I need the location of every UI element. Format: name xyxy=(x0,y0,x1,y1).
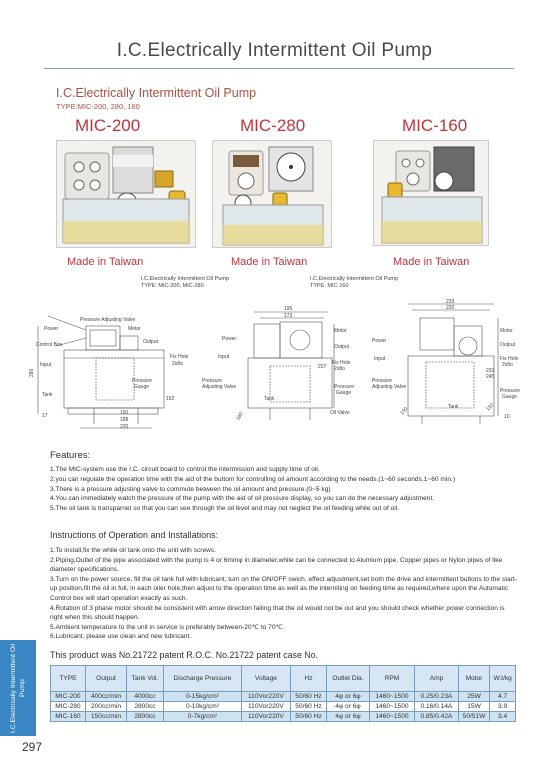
table-cell: 150cc/min xyxy=(85,712,126,722)
technical-drawing-mic-200 xyxy=(28,296,193,434)
label-pressure: Pressure xyxy=(202,378,223,384)
label-pressure: Pressure xyxy=(334,384,355,390)
list-item: 3.There is a pressure adjusting valve to commute between the oil amount and pressure.(0~5 kg) xyxy=(50,485,331,493)
label-power: Power xyxy=(222,336,237,342)
table-cell: 110Vor220V xyxy=(242,692,291,702)
spec-table xyxy=(50,665,516,722)
features-heading: Features: xyxy=(50,450,91,461)
caption-line: TYPE: MIC-200, MIC-280 xyxy=(141,283,204,289)
section-title: I.C.Electrically Intermittent Oil Pump xyxy=(56,86,257,100)
made-in-label-mic-280: Made in Taiwan xyxy=(231,256,308,268)
dim-245: 245 xyxy=(486,374,495,380)
dim-220: 220 xyxy=(446,305,455,311)
label-tank: Tank xyxy=(264,396,275,402)
dim-227: 227 xyxy=(318,364,327,370)
dim-150: 150 xyxy=(399,406,410,417)
dim-10: 10 xyxy=(504,414,510,420)
page-title: I.C.Electrically Intermittent Oil Pump xyxy=(116,40,433,61)
table-cell: 0.25/0.23A xyxy=(415,692,459,702)
label-gauge: Gauge xyxy=(336,390,352,396)
table-cell: 4φ or 6φ xyxy=(327,692,370,702)
label-adjusting-valve: Adjusting Valve xyxy=(202,384,237,390)
column-header: Hz xyxy=(290,666,326,692)
column-header: TYPE xyxy=(51,666,86,692)
model-name-mic-280: MIC-280 xyxy=(240,116,306,135)
dim-150: 150 xyxy=(120,410,129,416)
product-photo-mic-280 xyxy=(212,140,332,248)
label-pressure: Pressure xyxy=(132,378,153,384)
label-oil-valve: Oil Valve xyxy=(330,410,350,416)
page-number: 297 xyxy=(22,740,43,754)
label-output: Output xyxy=(334,344,350,350)
column-header: Voltage xyxy=(242,666,291,692)
column-header: Outlet Dia. xyxy=(327,666,370,692)
model-name-mic-160: MIC-160 xyxy=(402,116,468,135)
table-cell: 200cc/min xyxy=(85,702,126,712)
label-output: Output xyxy=(143,339,159,345)
column-header: Output xyxy=(85,666,126,692)
table-cell: 50/60 Hz xyxy=(290,702,326,712)
column-header: W.t/kg xyxy=(490,666,516,692)
column-header: Motor xyxy=(458,666,489,692)
label-power: Power xyxy=(44,326,59,332)
table-row xyxy=(51,702,516,712)
type-line: TYPE:MIC-200, 280, 160 xyxy=(56,102,140,111)
table-cell: MIC-160 xyxy=(51,712,86,722)
table-cell: MIC-280 xyxy=(51,702,86,712)
table-cell: 110Vor220V xyxy=(242,712,291,722)
table-cell: 4.7 xyxy=(490,692,516,702)
table-cell: MIC-200 xyxy=(51,692,86,702)
instructions-list xyxy=(50,546,518,642)
dim-173: 173 xyxy=(284,313,293,319)
list-item: 3.Turn on the power source, fill the oil tank full with lubricant, turn on the ON/OFF swich, effect adjustment,set both the drive and intermittent buttons to the start-up position,fill the oil in full, in each oiler hole,then adjust to the operation time as well as the interniting on feeding time as required,where upon the Automatic Control box will start operation exactly as such. xyxy=(50,575,517,602)
table-cell: 110Vor220V xyxy=(242,702,291,712)
label-fix-hole-size: 2x8o xyxy=(334,366,345,372)
label-fix-hole-size: 2x8o xyxy=(502,362,513,368)
label-motor: Motor xyxy=(334,328,347,334)
table-cell: 2800cc xyxy=(127,702,164,712)
label-fix-hole: Fix Hole xyxy=(170,354,189,360)
dim-110: 110 xyxy=(485,402,496,413)
table-header-row xyxy=(51,666,516,692)
pump-illustration-mic-280 xyxy=(213,141,332,248)
table-cell: 1460~1500 xyxy=(369,702,414,712)
list-item: 4.You can immediately watch the pressure of the pump with the aid of oil pressure display, so you can do the necessary adjustment. xyxy=(50,495,435,503)
label-pressure: Pressure xyxy=(372,378,393,384)
table-cell: 3.9 xyxy=(490,702,516,712)
pump-illustration-mic-200 xyxy=(57,141,196,248)
table-cell: 400cc/min xyxy=(85,692,126,702)
table-cell: 1460~1500 xyxy=(369,712,414,722)
label-output: Output xyxy=(500,342,516,348)
label-control-box: Control Box xyxy=(36,342,63,348)
table-cell: 50/60 Hz xyxy=(290,712,326,722)
side-tab xyxy=(0,640,36,736)
pump-illustration-mic-160 xyxy=(374,141,489,246)
dim-220: 220 xyxy=(120,424,129,430)
caption-line: TYPE: MIC-160 xyxy=(310,283,349,289)
caption-line: I.C.Electrically Intermittent Oil Pump xyxy=(310,276,399,282)
label-power: Power xyxy=(372,338,387,344)
label-input: Input xyxy=(218,354,230,360)
label-tank: Tank xyxy=(448,404,459,410)
label-pressure: Pressure xyxy=(500,388,521,394)
dim-280: 280 xyxy=(29,368,35,377)
technical-drawing-mic-280 xyxy=(200,296,360,434)
column-header: Amp xyxy=(415,666,459,692)
list-item: 4.Rotation of 3 phase motor should be consistent with arrow direction failing that the oil would not be out and you should check whether power connection is right when this should happen. xyxy=(50,604,505,622)
list-item: 2.you can regulate the operation time with the aid of the buttom for controlling oil amount according to the needs.(1~60 seconds,1~60 min.) xyxy=(50,475,456,483)
label-pressure-adjusting-valve: Pressure Adjusting Valve xyxy=(80,317,136,323)
features-list xyxy=(50,465,520,514)
table-row xyxy=(51,712,516,722)
list-item: 1.The MIC-system use the I.C. circuit board to control the intermission and supply time of oil. xyxy=(50,466,320,473)
table-cell: 4φ or 6φ xyxy=(327,712,370,722)
column-header: RPM xyxy=(369,666,414,692)
diagram-caption-left xyxy=(141,276,229,290)
label-gauge: Gauge xyxy=(502,394,518,400)
caption-line: I.C.Electrically Intermittent Oil Pump xyxy=(141,276,230,282)
list-item: 1.To install,fix the while oil tank onto the unit with screws. xyxy=(50,547,217,554)
made-in-label-mic-160: Made in Taiwan xyxy=(393,256,470,268)
label-gauge: Gauge xyxy=(134,384,150,390)
dim-180: 180 xyxy=(235,411,245,422)
instructions-heading: Instructions of Operation and Installations: xyxy=(50,530,219,540)
title-divider xyxy=(44,68,514,69)
table-cell: 0-7kg/cm² xyxy=(163,712,241,722)
product-photo-mic-200 xyxy=(56,140,196,248)
dim-17: 17 xyxy=(42,413,48,419)
table-cell: 50/51W xyxy=(458,712,489,722)
label-motor: Motor xyxy=(500,328,513,334)
list-item: 2.Piping,Outlet of the pipe associated with the pump is 4 or 6mmφ in diameter,while can be connected to Alumium pipe, Copper pipes or Nylon pipes of like diameter specifications. xyxy=(50,556,503,574)
product-photo-mic-160 xyxy=(373,140,489,246)
list-item: 5.Ambient temperature to the unit in service is preferably between-20℃ to 70℃. xyxy=(50,623,285,631)
side-tab-label: I.C.Electrically Intermittent Oil Pump xyxy=(10,643,26,733)
table-cell: 4000cc xyxy=(127,692,164,702)
table-cell: 0.16/0.14A xyxy=(415,702,459,712)
table-cell: 15W xyxy=(458,702,489,712)
table-row xyxy=(51,692,516,702)
list-item: 5.The oil tank is transparnet so that you can see through the oil level and may not neglect the oil feeding while out of oil. xyxy=(50,505,399,513)
table-cell: 2800cc xyxy=(127,712,164,722)
table-cell: 0-10kg/cm² xyxy=(163,702,241,712)
dim-233b: 233 xyxy=(486,368,495,374)
made-in-label-mic-200: Made in Taiwan xyxy=(67,256,144,268)
table-cell: 1460~1500 xyxy=(369,692,414,702)
dim-188: 188 xyxy=(120,417,129,423)
table-cell: 0.85/0.42A xyxy=(415,712,459,722)
label-fix-hole-size: 2x8o xyxy=(172,361,183,367)
model-name-mic-200: MIC-200 xyxy=(75,116,141,135)
label-fix-hole: Fix Hole xyxy=(332,360,351,366)
table-cell: 3.4 xyxy=(490,712,516,722)
list-item: 6.Lubricant, please use clean and new lubricant. xyxy=(50,633,192,641)
technical-drawing-mic-160 xyxy=(362,296,522,434)
diagram-caption-right xyxy=(310,276,398,290)
column-header: Tank Vol. xyxy=(127,666,164,692)
label-adjusting-valve: Adjusting Valve xyxy=(372,384,407,390)
dim-152: 152 xyxy=(166,396,175,402)
label-tank: Tank xyxy=(42,392,53,398)
table-cell: 4φ or 6φ xyxy=(327,702,370,712)
label-fix-hole: Fix Hole xyxy=(500,356,519,362)
column-header: Discharge Pressure xyxy=(163,666,241,692)
dim-233: 233 xyxy=(446,299,455,305)
label-input: Input xyxy=(40,362,52,368)
table-cell: 25W xyxy=(458,692,489,702)
label-input: Input xyxy=(374,356,386,362)
dim-195: 195 xyxy=(284,306,293,312)
label-motor: Motor xyxy=(128,326,141,332)
table-cell: 50/60 Hz xyxy=(290,692,326,702)
table-cell: 0-15kg/cm² xyxy=(163,692,241,702)
patent-note: This product was No.21722 patent R.O.C. No.21722 patent case No. xyxy=(50,650,318,660)
